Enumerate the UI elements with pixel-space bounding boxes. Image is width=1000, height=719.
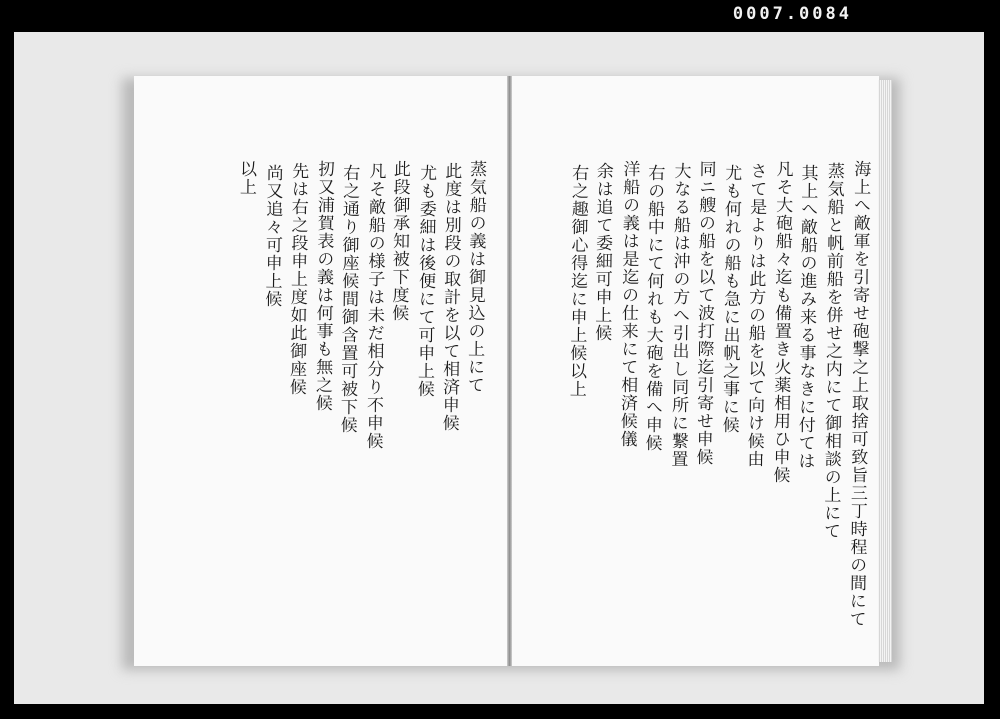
text-column: 右の船中にて何れも大砲を備へ申候	[641, 163, 665, 453]
text-column: 大なる船は沖の方へ引出し同所に繋置	[667, 161, 691, 469]
text-column: 其上へ敵船の進み来る事なきに付ては	[794, 163, 818, 471]
text-column: 海上へ敵軍を引寄せ砲撃之上取捨可致旨三丁時程の間にて	[845, 159, 871, 629]
frame-number: 0007.0084	[732, 4, 852, 24]
text-column: 以上	[235, 159, 257, 197]
page-edges	[878, 80, 892, 662]
text-column: 凡そ大砲船々迄も備置き火薬相用ひ申候	[769, 159, 793, 485]
text-column: 此段御承知被下度候	[388, 159, 410, 323]
book-gutter	[507, 76, 512, 666]
text-column: 右之通り御座候間御含置可被下候	[336, 163, 360, 435]
text-column: 尤も何れの船も急に出帆之事に候	[718, 163, 742, 435]
text-column: 尚又追々可申上候	[261, 163, 283, 309]
text-column: 扨又浦賀表の義は何事も無之候	[311, 159, 335, 413]
text-column: 尤も委細は後便にて可申上候	[413, 163, 437, 399]
text-column: 蒸気船と帆前船を併せ之内にて御相談の上にて	[820, 161, 844, 541]
text-column: 右之趣御心得迄に申上候以上	[565, 163, 589, 399]
text-column: 凡そ敵船の様子は未だ相分り不申候	[362, 161, 386, 451]
text-column: 此度は別段の取計を以て相済申候	[438, 161, 462, 433]
text-column: 余は追て委細可申上候	[591, 161, 613, 343]
text-column: 先は右之段申上度如此御座候	[285, 161, 309, 397]
text-column: さて是よりは此方の船を以て向け候由	[743, 161, 767, 469]
text-column: 同ニ艘の船を以て波打際迄引寄せ申候	[692, 159, 716, 467]
text-column: 蒸気船の義は御見込の上にて	[463, 159, 487, 395]
text-column: 洋船の義は是迄の仕来にて相済候儀	[616, 159, 640, 449]
